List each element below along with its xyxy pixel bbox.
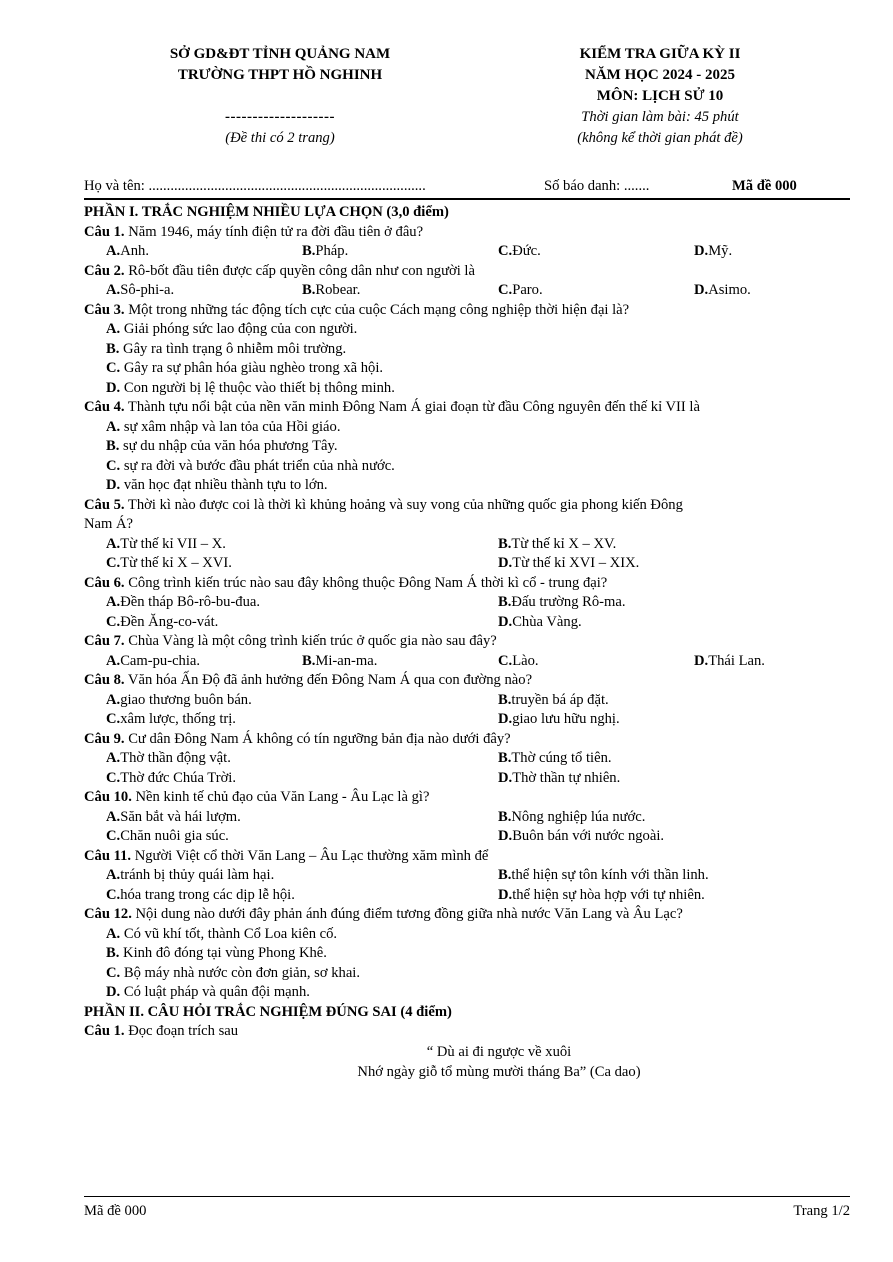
options-row (84, 827, 854, 847)
option-a[interactable]: A. Cam-pu-chia. (106, 652, 201, 669)
exam-content (84, 203, 854, 1082)
question-number: Câu 12. (84, 906, 132, 922)
question-text: Đọc đoạn trích sau (124, 1023, 239, 1039)
option-d[interactable]: D. Thờ thần tự nhiên. (498, 769, 621, 786)
options-row (84, 808, 854, 828)
question (84, 905, 854, 925)
option-d[interactable]: D. Con người bị lệ thuộc vào thiết bị thông minh. (106, 379, 395, 396)
option-d[interactable]: D. thể hiện sự hòa hợp với tự nhiên. (498, 886, 705, 903)
option-b[interactable]: B. Kinh đô đóng tại vùng Phong Khê. (106, 945, 327, 961)
option-d[interactable]: D. văn học đạt nhiều thành tựu to lớn. (106, 477, 328, 493)
question-number: Câu 6. (84, 574, 125, 591)
question (84, 223, 854, 243)
exam-code: Mã đề 000 (732, 178, 797, 194)
option-c[interactable]: C. Paro. (498, 282, 543, 298)
options-row (84, 749, 854, 769)
student-id-field[interactable]: Số báo danh: ....... (544, 178, 650, 194)
question-text: Nội dung nào dưới đây phản ánh đúng điểm tương đồng giữa nhà nước Văn Lang và Âu Lạc? (131, 906, 683, 922)
question (84, 1022, 854, 1042)
question-text: Công trình kiến trúc nào sau đây không thuộc Đông Nam Á thời kì cổ - trung đại? (124, 574, 608, 591)
question-text: Rô-bốt đầu tiên được cấp quyền công dân như con người là (124, 262, 475, 279)
question (84, 632, 854, 652)
question-text: Cư dân Đông Nam Á không có tín ngưỡng bản địa nào dưới đây? (124, 730, 511, 747)
question (84, 847, 854, 867)
options-row (84, 613, 854, 633)
question (84, 730, 854, 750)
options-row (84, 652, 854, 672)
option-a[interactable]: A. sự xâm nhập và lan tỏa của Hồi giáo. (106, 418, 341, 435)
question-text: Người Việt cổ thời Văn Lang – Âu Lạc thường xăm mình để (131, 847, 489, 864)
option-b[interactable]: B. Thờ cúng tổ tiên. (498, 750, 612, 766)
option-a[interactable]: A. Anh. (106, 243, 149, 259)
options-row (84, 710, 854, 730)
options-row (84, 554, 854, 574)
option-a[interactable]: A. Săn bắt và hái lượm. (106, 808, 241, 825)
options-row (84, 691, 854, 711)
question-number: Câu 5. (84, 496, 125, 513)
options-row (84, 593, 854, 613)
options-row (84, 769, 854, 789)
option-a[interactable]: A. giao thương buôn bán. (106, 691, 252, 708)
question-number: Câu 2. (84, 262, 125, 279)
question (84, 788, 854, 808)
page-footer (84, 1201, 850, 1221)
question-number: Câu 1. (84, 223, 125, 240)
option-a[interactable]: A. Giải phóng sức lao động của con người. (106, 321, 358, 337)
option-a[interactable]: A. Có vũ khí tốt, thành Cổ Loa kiên cố. (106, 925, 338, 942)
option-c[interactable]: C. Bộ máy nhà nước còn đơn giản, sơ khai. (106, 964, 360, 981)
option-d[interactable]: D. Buôn bán với nước ngoài. (498, 828, 665, 844)
option-b[interactable]: B. sự du nhập của văn hóa phương Tây. (106, 438, 338, 454)
question-number: Câu 11. (84, 847, 132, 864)
option-d[interactable]: D. Có luật pháp và quân đội mạnh. (106, 984, 310, 1000)
footer-exam-code: Mã đề 000 (84, 1203, 147, 1219)
option-c[interactable]: C. Đức. (498, 243, 541, 259)
question-text: Văn hóa Ấn Độ đã ảnh hưởng đến Đông Nam Á qua con đường nào? (124, 672, 533, 688)
separator-dashes: -------------------- (225, 109, 335, 125)
option-d[interactable]: D. Chùa Vàng. (498, 613, 582, 630)
student-info-row (84, 176, 850, 196)
option-c[interactable]: C. Thờ đức Chúa Trời. (106, 769, 236, 786)
exam-title: KIỂM TRA GIỮA KỲ II (579, 46, 741, 62)
question (84, 398, 854, 418)
question (84, 496, 854, 516)
question-number: Câu 4. (84, 399, 125, 415)
option-b[interactable]: B. Đấu trường Rô-ma. (498, 594, 626, 610)
school-year: NĂM HỌC 2024 - 2025 (585, 67, 735, 83)
time-note: (không kể thời gian phát đề) (577, 130, 743, 146)
question (84, 301, 854, 321)
option-b[interactable]: B. Gây ra tình trạng ô nhiễm môi trường. (106, 340, 347, 357)
option-d[interactable]: D. Mỹ. (694, 243, 733, 259)
header-divider (84, 198, 850, 200)
question-text: Một trong những tác động tích cực của cuộc Cách mạng công nghiệp thời hiện đại là? (124, 301, 630, 318)
option-b[interactable]: B. Mi-an-ma. (302, 652, 378, 669)
question-number: Câu 8. (84, 672, 125, 688)
option-c[interactable]: C. sự ra đời và bước đầu phát triển của nhà nước. (106, 457, 395, 474)
quote-line: Nhớ ngày giỗ tổ mùng mười tháng Ba” (Ca dao) (357, 1063, 641, 1080)
question-number: Câu 7. (84, 633, 125, 649)
question-text: Thời kì nào được coi là thời kì khủng hoảng và suy vong của những quốc gia phong kiến Đông (124, 496, 683, 513)
option-c[interactable]: C. xâm lược, thống trị. (106, 711, 236, 727)
options-row (84, 242, 854, 262)
question-text-continued: Nam Á? (84, 516, 134, 532)
option-b[interactable]: B. thể hiện sự tôn kính với thần linh. (498, 867, 709, 883)
subject: MÔN: LỊCH SỬ 10 (596, 88, 724, 104)
option-b[interactable]: B. Pháp. (302, 243, 349, 259)
question-number: Câu 9. (84, 730, 125, 747)
question-number: Câu 10. (84, 789, 132, 805)
part1-title: PHẦN I. TRẮC NGHIỆM NHIỀU LỰA CHỌN (3,0 điểm) (84, 204, 449, 220)
option-b[interactable]: B. Nông nghiệp lúa nước. (498, 808, 646, 825)
question-text: Chùa Vàng là một công trình kiến trúc ở quốc gia nào sau đây? (124, 633, 497, 649)
question-text: Năm 1946, máy tính điện tử ra đời đầu tiên ở đâu? (124, 223, 424, 240)
option-a[interactable]: A. Đền tháp Bô-rô-bu-đua. (106, 594, 261, 610)
option-a[interactable]: A. Sô-phi-a. (106, 282, 175, 298)
footer-divider (84, 1196, 850, 1197)
option-d[interactable]: D. Asimo. (694, 282, 751, 298)
page-number: Trang 1/2 (793, 1203, 850, 1219)
option-b[interactable]: B. Robear. (302, 282, 361, 298)
pages-note: (Đề thi có 2 trang) (225, 130, 335, 146)
quote-line: “ Dù ai đi ngược về xuôi (426, 1043, 572, 1060)
student-name-field[interactable]: Họ và tên: ............................................................................ (84, 178, 426, 194)
header-left (120, 44, 440, 149)
header-right (500, 44, 820, 149)
option-c[interactable]: C. Chăn nuôi gia súc. (106, 828, 229, 844)
option-d[interactable]: D. Thái Lan. (694, 652, 765, 669)
question-text: Thành tựu nổi bật của nền văn minh Đông Nam Á giai đoạn từ đầu Công nguyên đến thế kỉ VII là (124, 399, 700, 415)
option-c[interactable]: C. Lào. (498, 652, 539, 669)
question-number: Câu 3. (84, 301, 125, 318)
option-a[interactable]: A. tránh bị thủy quái làm hại. (106, 867, 275, 883)
time-limit: Thời gian làm bài: 45 phút (581, 109, 739, 125)
option-c[interactable]: C. hóa trang trong các dịp lễ hội. (106, 886, 295, 903)
option-d[interactable]: D. giao lưu hữu nghị. (498, 711, 620, 727)
question-number: Câu 1. (84, 1023, 125, 1039)
school-name: TRƯỜNG THPT HỒ NGHINH (177, 67, 383, 83)
part2-title: PHẦN II. CÂU HỎI TRẮC NGHIỆM ĐÚNG SAI (4 điểm) (84, 1003, 452, 1020)
question (84, 574, 854, 594)
option-b[interactable]: B. Từ thế kỉ X – XV. (498, 535, 617, 552)
question-text: Nền kinh tế chủ đạo của Văn Lang - Âu Lạc là gì? (131, 789, 430, 805)
option-c[interactable]: C. Đền Ăng-co-vát. (106, 613, 219, 630)
question (84, 262, 854, 282)
option-a[interactable]: A. Từ thế kỉ VII – X. (106, 535, 226, 552)
options-row (84, 886, 854, 906)
options-row (84, 535, 854, 555)
option-c[interactable]: C. Gây ra sự phân hóa giàu nghèo trong xã hội. (106, 360, 384, 376)
question (84, 671, 854, 691)
options-row (84, 866, 854, 886)
options-row (84, 281, 854, 301)
option-b[interactable]: B. truyền bá áp đặt. (498, 691, 609, 708)
option-a[interactable]: A. Thờ thần động vật. (106, 750, 231, 766)
option-c[interactable]: C. Từ thế kỉ X – XVI. (106, 555, 232, 571)
option-d[interactable]: D. Từ thế kỉ XVI – XIX. (498, 555, 640, 571)
department-name: SỞ GD&ĐT TỈNH QUẢNG NAM (169, 46, 391, 62)
